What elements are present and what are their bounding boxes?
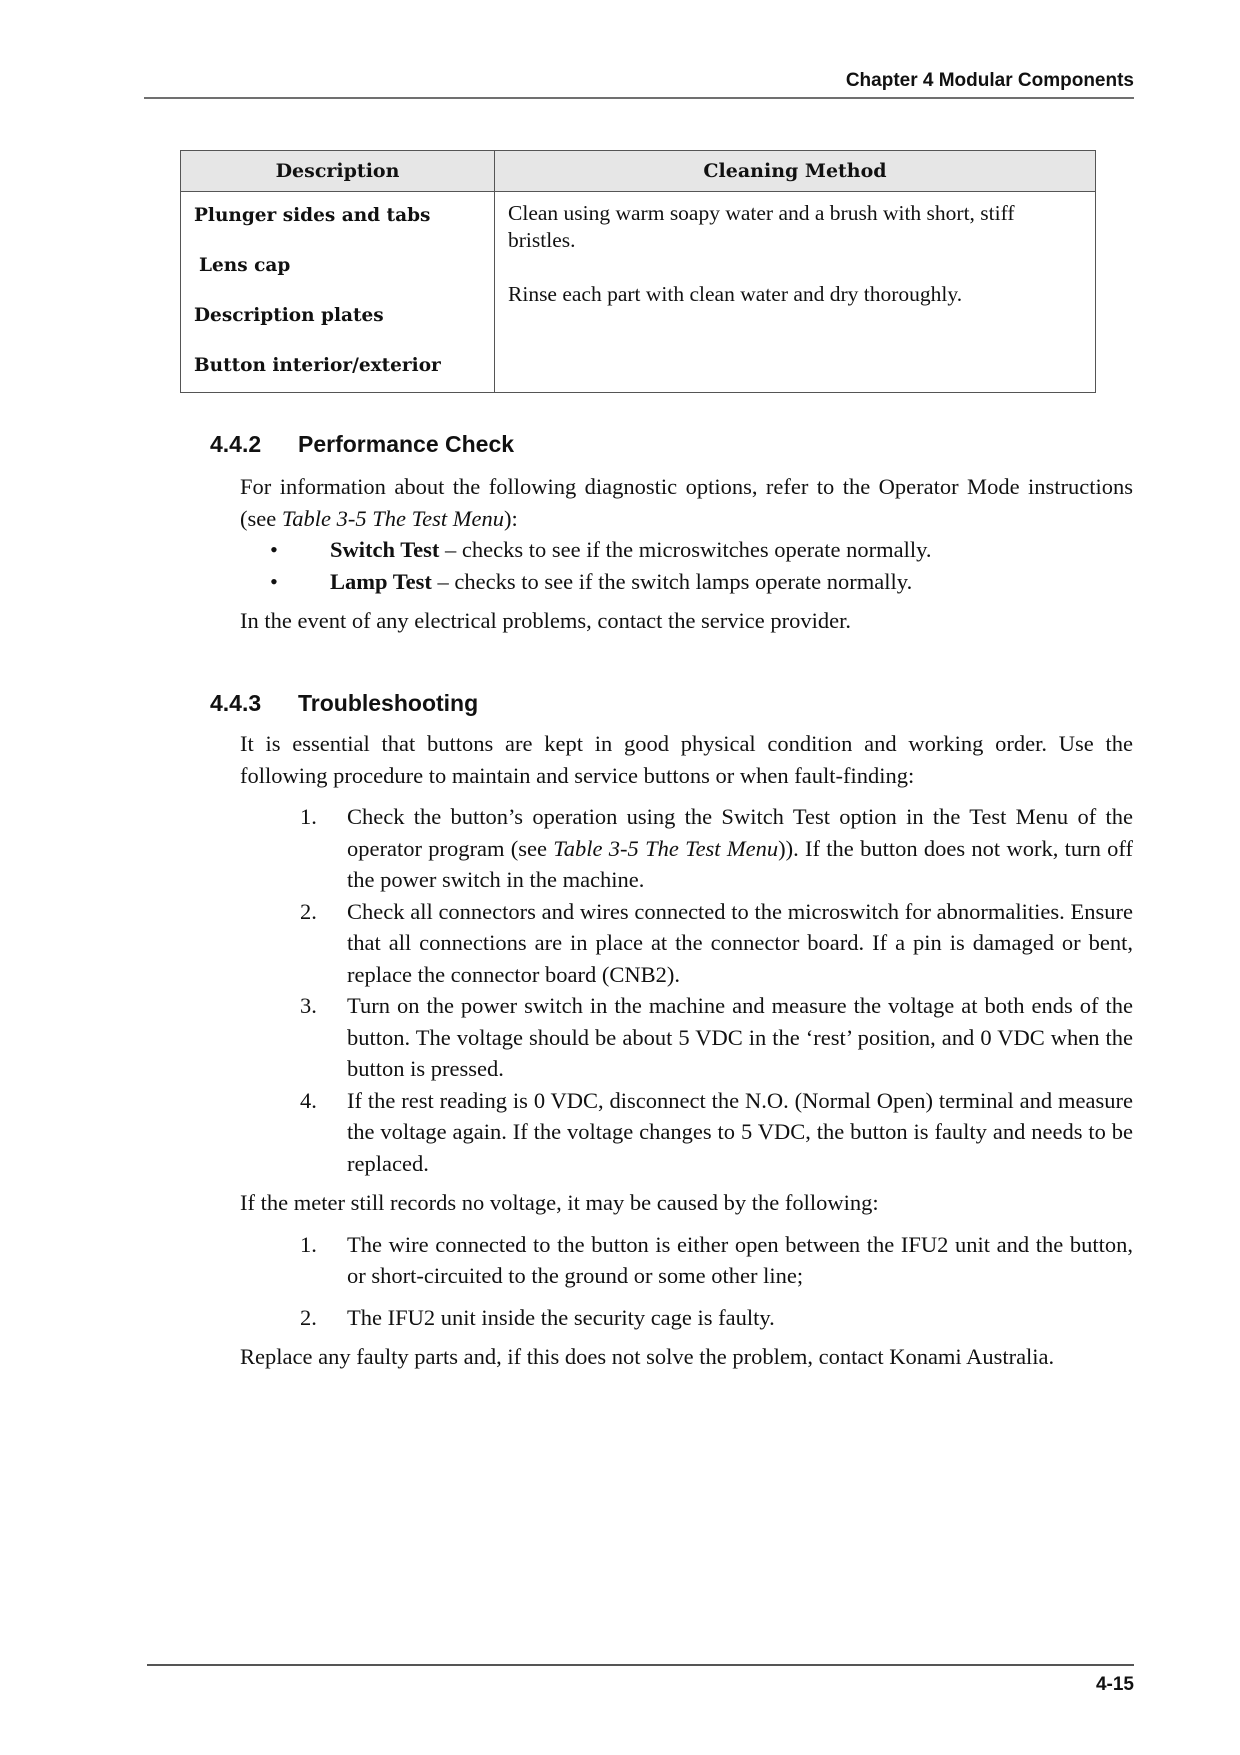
table-reference: Table 3-5 The Test Menu [281,505,504,531]
step-text: )). If the button does not work, turn off the power switch in the machine. [347,835,1133,892]
closing-paragraph: In the event of any electrical problems, contact the service provider. [240,608,851,633]
column-header-description: Description [181,151,495,192]
step-text: Check the button’s operation using the Switch Test option in the Test Menu of the operator program (see [347,804,1133,861]
list-item [240,1229,1133,1292]
text: For information about the following diagnostic options, refer to the Operator Mode instructions (see [240,474,1133,531]
step-number: 3. [300,993,317,1018]
list-item [240,1302,1133,1334]
closing-paragraph: Replace any faulty parts and, if this does not solve the problem, contact Konami Australia. [240,1344,1055,1369]
step-text: Check all connectors and wires connected to the microswitch for abnormalities. Ensure that all connections are in place at the connector board. If a pin is damaged or bent, replace the connector board (CNB2). [347,898,1133,987]
step-number: 4. [300,1087,317,1113]
description-item: Plunger sides and tabs [194,205,431,226]
troubleshooting-body [240,728,1133,1373]
list-item [240,1085,1133,1180]
cleaning-method-cell [495,192,1096,393]
option-name: Switch Test [330,537,440,562]
list-item [240,896,1133,991]
page-number: 4-15 [1095,1674,1134,1695]
step-number: 2. [300,898,317,924]
method-paragraph: Clean using warm soapy water and a brush with short, stiff bristles. [508,201,1015,252]
causes-list [240,1229,1133,1334]
diagnostic-options-list [240,534,1133,597]
list-item [240,534,1133,566]
chapter-title: Chapter 4 Modular Components [845,70,1134,91]
cleaning-table [180,150,1096,393]
meter-intro-paragraph: If the meter still records no voltage, it may be caused by the following: [240,1190,879,1215]
option-description: – checks to see if the switch lamps operate normally. [431,568,913,594]
cause-number: 1. [300,1231,317,1257]
description-item: Lens cap [199,255,291,276]
bullet-icon: • [270,537,278,562]
page-footer [147,1664,1134,1695]
cause-number: 2. [300,1304,317,1330]
step-number: 1. [300,804,317,829]
list-item [240,566,1133,598]
cause-text: The IFU2 unit inside the security cage is faulty. [347,1304,775,1330]
performance-check-body [240,471,1133,637]
method-paragraph: Rinse each part with clean water and dry thoroughly. [508,282,963,306]
procedure-steps-list [240,801,1133,1179]
text: ): [503,505,518,531]
section-heading-performance-check [210,431,514,458]
description-item: Button interior/exterior [194,355,441,376]
list-item [240,801,1133,896]
table-header-row [181,151,1096,192]
table-reference: Table 3-5 The Test Menu [553,835,779,861]
step-text: Turn on the power switch in the machine and measure the voltage at both ends of the button. The voltage should be about 5 VDC in the ‘rest’ position, and 0 VDC when the button is pressed. [347,993,1133,1081]
option-name: Lamp Test [330,568,432,594]
list-item [240,990,1133,1085]
option-description: – checks to see if the microswitches operate normally. [439,537,932,562]
intro-paragraph: It is essential that buttons are kept in good physical condition and working order. Use the following procedure to maintain and service buttons or when fault-finding: [240,731,1133,788]
cause-text: The wire connected to the button is either open between the IFU2 unit and the button, or short-circuited to the ground or some other line; [347,1231,1133,1288]
column-header-cleaning-method: Cleaning Method [495,151,1096,192]
section-number: 4.4.2 [210,431,262,457]
table-row [181,192,1096,393]
description-item: Description plates [194,305,384,326]
page-header [144,70,1134,99]
section-title: Performance Check [298,431,515,457]
section-number: 4.4.3 [210,690,262,716]
section-title: Troubleshooting [298,690,479,716]
section-heading-troubleshooting [210,690,478,717]
step-text: If the rest reading is 0 VDC, disconnect the N.O. (Normal Open) terminal and measure the voltage again. If the voltage changes to 5 VDC, the button is faulty and needs to be replaced. [347,1087,1133,1176]
description-cell [181,192,495,393]
intro-paragraph [240,471,1133,534]
bullet-icon: • [270,568,278,594]
